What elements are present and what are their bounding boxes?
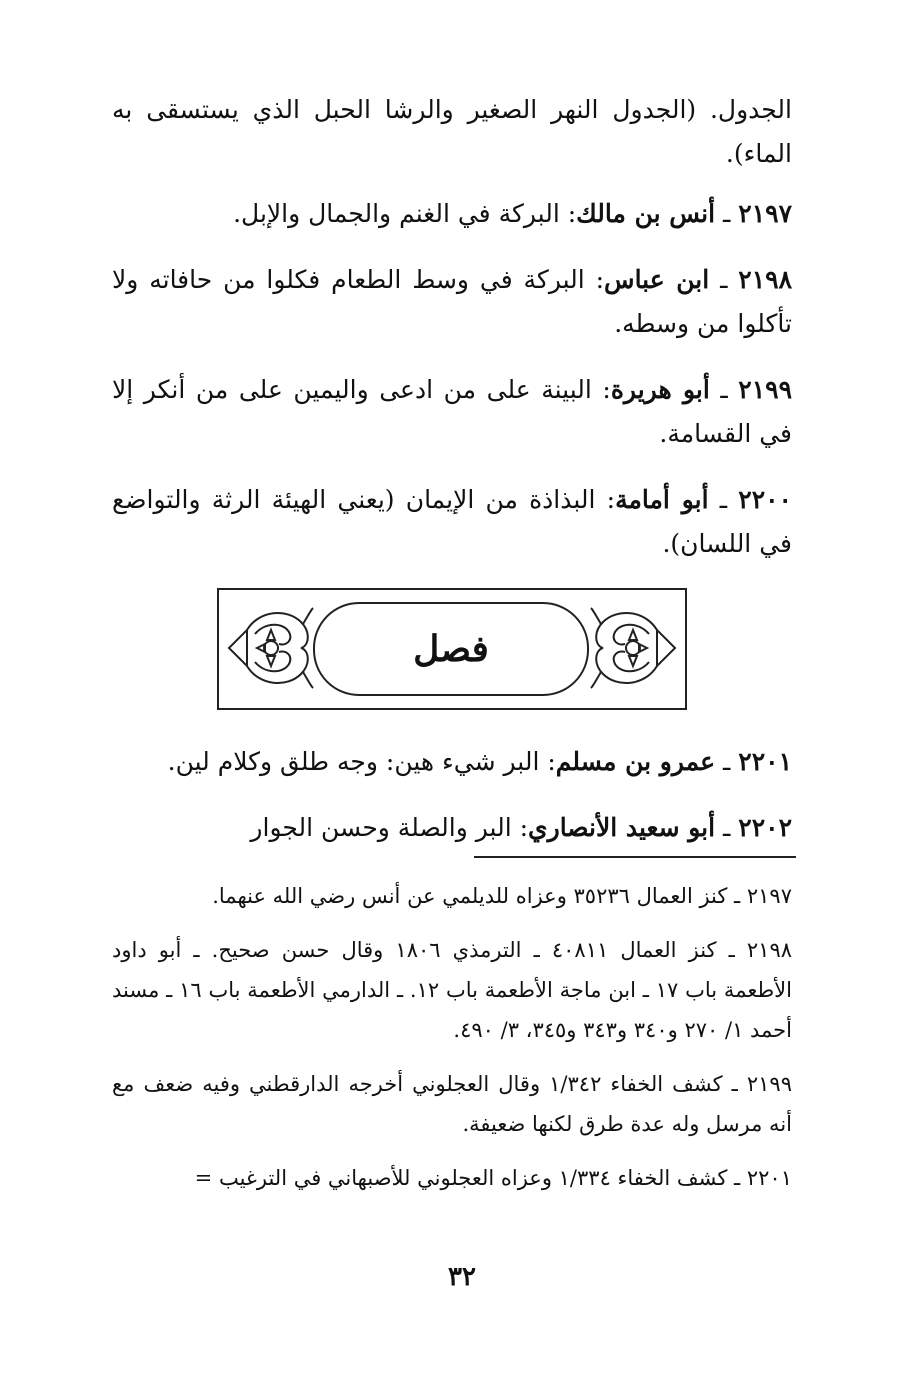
section-title: فصل xyxy=(413,628,489,670)
footnote-2201: ٢٢٠١ ـ كشف الخفاء ١/٣٣٤ وعزاه العجلوني للأصبهاني في الترغيب = xyxy=(194,1166,792,1190)
dash: ـ xyxy=(719,485,728,514)
hadith-entry-2200 xyxy=(112,478,792,566)
section-title-oval xyxy=(313,602,589,696)
entry-text: البذاذة من الإيمان (يعني الهيئة الرثة والتواضع في اللسان). xyxy=(112,485,792,558)
arabesque-ornament-icon xyxy=(225,604,315,692)
footnotes xyxy=(112,876,792,1212)
footnote-2197: ٢١٩٧ ـ كنز العمال ٣٥٢٣٦ وعزاه للديلمي عن أنس رضي الله عنهما. xyxy=(212,884,792,908)
narrator-name: أبو أمامة xyxy=(615,485,709,514)
dash: ـ xyxy=(723,813,731,842)
colon: : xyxy=(602,375,611,404)
entry-text: البركة في الغنم والجمال والإبل. xyxy=(233,199,560,228)
colon: : xyxy=(567,199,577,228)
entry-number: ٢٢٠٢ xyxy=(738,813,792,842)
colon: : xyxy=(547,747,556,776)
entry-number: ٢٢٠١ xyxy=(738,747,792,776)
entry-text: البر والصلة وحسن الجوار xyxy=(250,813,512,842)
entry-number: ٢١٩٧ xyxy=(738,199,792,228)
entry-number: ٢٢٠٠ xyxy=(738,485,792,514)
entry-text: البر شيء هين: وجه طلق وكلام لين. xyxy=(167,747,540,776)
hadith-entry-2201 xyxy=(112,740,792,784)
arabesque-ornament-icon xyxy=(589,604,679,692)
narrator-name: عمرو بن مسلم xyxy=(555,747,716,776)
narrator-name: أبو هريرة xyxy=(610,375,710,404)
colon: : xyxy=(519,813,529,842)
entry-text: البركة في وسط الطعام فكلوا من حافاته ولا تأكلوا من وسطه. xyxy=(112,265,792,338)
footnote-2198: ٢١٩٨ ـ كنز العمال ٤٠٨١١ ـ الترمذي ١٨٠٦ وقال حسن صحيح. ـ أبو داود الأطعمة باب ١٧ ـ ابن ماجة الأطعمة باب ١٢. ـ الدارمي الأطعمة باب ١٦ ـ مسند أحمد ١/ ٢٧٠ و٣٤٠ و٣٤٣ و٣٤٥، ٣/ ٤٩٠. xyxy=(112,938,793,1042)
entry-number: ٢١٩٩ xyxy=(738,375,793,404)
dash: ـ xyxy=(723,199,731,228)
continued-paragraph xyxy=(112,88,792,176)
colon: : xyxy=(595,265,605,294)
footnote-separator xyxy=(474,856,796,858)
narrator-name: أبو سعيد الأنصاري xyxy=(528,813,716,842)
main-text xyxy=(112,88,792,872)
hadith-entry-2199 xyxy=(112,368,792,456)
hadith-entry-2197 xyxy=(112,192,792,236)
narrator-name: ابن عباس xyxy=(604,265,710,294)
entry-number: ٢١٩٨ xyxy=(738,265,793,294)
paragraph-text: الجدول. (الجدول النهر الصغير والرشا الحبل الذي يستسقى به الماء). xyxy=(112,95,792,168)
hadith-entry-2198 xyxy=(112,258,792,346)
entry-text: البينة على من ادعى واليمين على من أنكر إلا في القسامة. xyxy=(112,375,792,448)
dash: ـ xyxy=(720,265,728,294)
colon: : xyxy=(606,485,616,514)
dash: ـ xyxy=(723,747,731,776)
narrator-name: أنس بن مالك xyxy=(576,199,716,228)
dash: ـ xyxy=(720,375,728,404)
page-number: ٣٢ xyxy=(448,1262,476,1292)
hadith-entry-2202 xyxy=(112,806,792,850)
section-heading-frame xyxy=(217,588,687,710)
footnote-2199: ٢١٩٩ ـ كشف الخفاء ١/٣٤٢ وقال العجلوني أخرجه الدارقطني وفيه ضعف مع أنه مرسل وله عدة طرق لكنها ضعيفة. xyxy=(112,1072,792,1136)
